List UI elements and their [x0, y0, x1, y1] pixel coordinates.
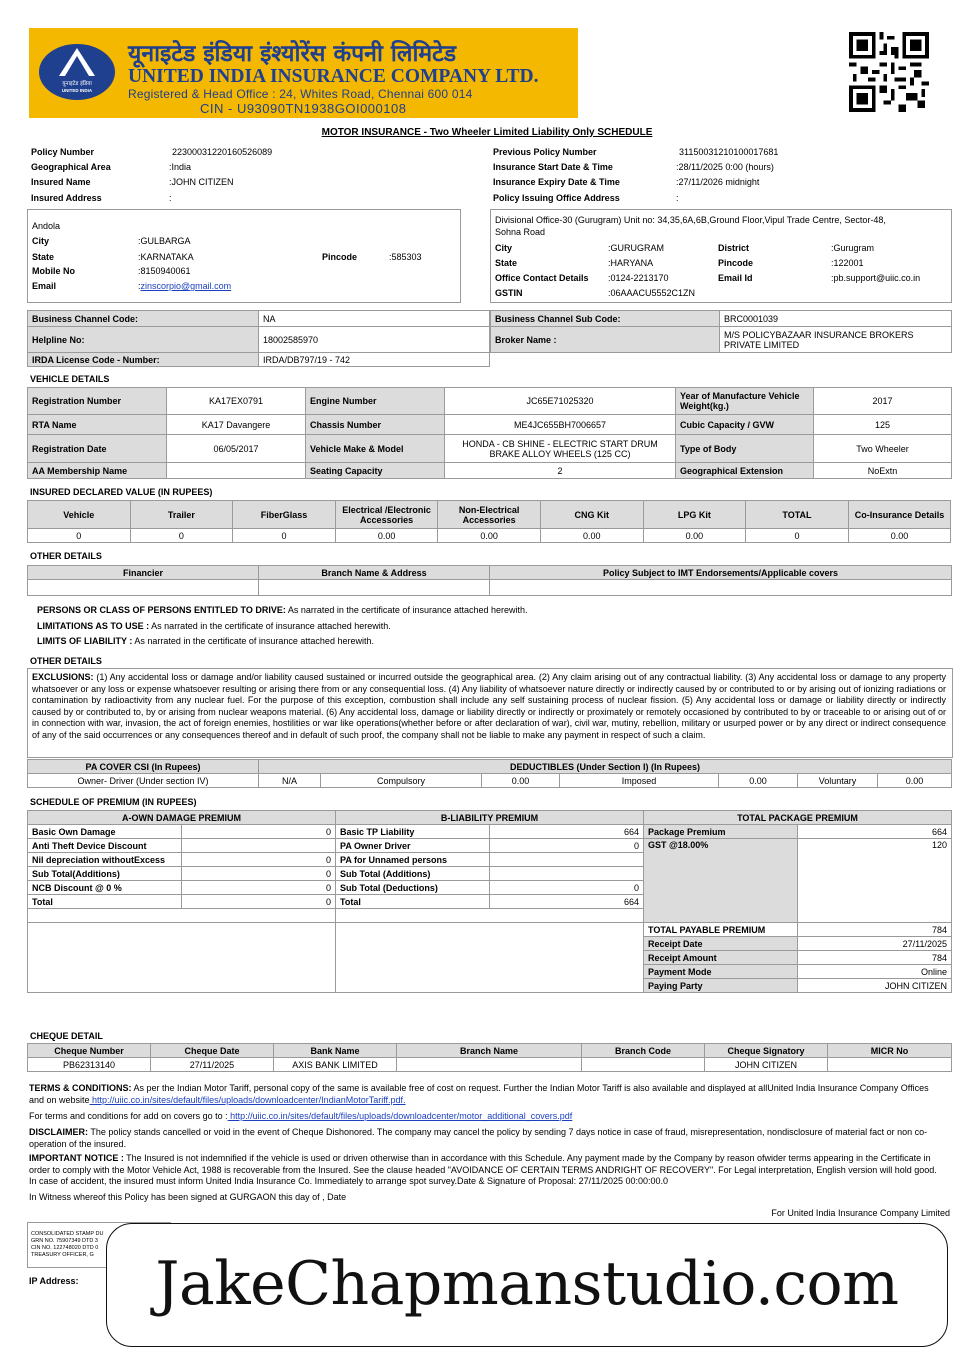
- gst-label: GST @18.00%: [644, 839, 798, 923]
- helpline-label: Helpline No:: [28, 327, 259, 353]
- gst-value: 120: [798, 839, 952, 923]
- persons-entitled: [37, 605, 528, 615]
- paying-party: JOHN CITIZEN: [798, 979, 952, 993]
- company-address: Registered & Head Office : 24, Whites Road, Chennai 600 014: [128, 87, 473, 101]
- important-label: IMPORTANT NOTICE :: [29, 1153, 124, 1163]
- insured-mobile: :8150940061: [138, 266, 191, 276]
- idv-value: 0: [746, 529, 849, 543]
- a-row-label: Basic Own Damage: [28, 825, 182, 839]
- office-contact-label: Office Contact Details: [495, 273, 589, 283]
- cheque-header: Branch Code: [582, 1044, 705, 1058]
- insured-name: :JOHN CITIZEN: [169, 177, 234, 187]
- premium-title: SCHEDULE OF PREMIUM (IN RUPEES): [30, 797, 197, 807]
- expiry-date-label: Insurance Expiry Date & Time: [493, 177, 620, 187]
- start-date-label: Insurance Start Date & Time: [493, 162, 613, 172]
- exclusions: [32, 672, 946, 742]
- insured-name-label: Insured Name: [31, 177, 91, 187]
- insured-pincode-label: Pincode: [322, 252, 358, 262]
- a-row-value: 0: [182, 895, 336, 909]
- persons-text: As narrated in the certificate of insurance attached herewith.: [285, 605, 528, 615]
- idv-header: TOTAL: [746, 501, 849, 529]
- make: HONDA - CB SHINE - ELECTRIC START DRUM BRAKE ALLOY WHEELS (125 CC): [445, 435, 676, 463]
- stamp-line: CONSOLIDATED STAMP DU: [31, 1231, 104, 1237]
- receipt-date-label: Receipt Date: [644, 937, 798, 951]
- idv-header: Vehicle: [28, 501, 131, 529]
- chassis-label: Chassis Number: [306, 415, 445, 435]
- important-text: The Insured is not indemnified if the vehicle is used or driven otherwise than in accordance with this Schedule. Any payment made by the Company by reason ofwider terms appearing in the Certificate in order to comply with the Motor Vehicle Act, 1988 is recoverable from the Insured. See the clause headed "AVOIDANCE OF CERTAIN TERMS ANDRIGHT OF RECOVERY". For Legal interpretation, English version will hold good. In case of accident, the insured must inform United India Insurance Co. Immediately to arrange spot survey.Date & Signature of Proposal: 27/11/2025 00:00:00.0: [29, 1153, 937, 1186]
- irda: IRDA/DB797/19 - 742: [259, 353, 490, 367]
- idv-header: FiberGlass: [233, 501, 336, 529]
- idv-header: Co-Insurance Details: [848, 501, 951, 529]
- deductibles-header: DEDUCTIBLES (Under Section I) (In Rupees): [259, 760, 952, 774]
- insured-address-label: Insured Address: [31, 193, 102, 203]
- make-label: Vehicle Make & Model: [306, 435, 445, 463]
- qr-code: [849, 32, 929, 112]
- limitations-label: LIMITATIONS AS TO USE :: [37, 621, 150, 631]
- logo-text: UNITED INDIA: [61, 88, 93, 93]
- geo-ext-label: Geographical Extension: [676, 463, 814, 479]
- stamp-line: CIN NO. 122748020 DTD 0: [31, 1245, 99, 1251]
- b-row-value: 664: [490, 825, 644, 839]
- broker-label: Broker Name :: [491, 327, 720, 353]
- idv-header: Trailer: [130, 501, 233, 529]
- cheque-title: CHEQUE DETAIL: [30, 1031, 103, 1041]
- geo-ext: NoExtn: [814, 463, 952, 479]
- idv-value: 0: [233, 529, 336, 543]
- total-package-header: TOTAL PACKAGE PREMIUM: [644, 811, 952, 825]
- body-label: Type of Body: [676, 435, 814, 463]
- insured-addr-line1: Andola: [32, 221, 61, 231]
- insured-city-label: City: [32, 236, 50, 246]
- limitations: [37, 621, 391, 631]
- reg-date: 06/05/2017: [167, 435, 306, 463]
- other-title: OTHER DETAILS: [30, 551, 102, 561]
- imt-header: Policy Subject to IMT Endorsements/Applicable covers: [490, 566, 952, 580]
- reg-no-label: Registration Number: [28, 388, 167, 415]
- ip-address-label: IP Address:: [29, 1276, 79, 1286]
- pa-table: [27, 759, 952, 788]
- cheque-header: Branch Name: [397, 1044, 582, 1058]
- cheque-value: AXIS BANK LIMITED: [274, 1058, 397, 1072]
- rta: KA17 Davangere: [167, 415, 306, 435]
- own-damage-header: A-OWN DAMAGE PREMIUM: [28, 811, 336, 825]
- a-row-value: 0: [182, 881, 336, 895]
- cc: 125: [814, 415, 952, 435]
- important-notice: [29, 1153, 945, 1188]
- issuing-office: :: [676, 193, 679, 203]
- office-state-label: State: [495, 258, 518, 268]
- yom-label: Year of Manufacture Vehicle Weight(kg.): [676, 388, 814, 415]
- aa-label: AA Membership Name: [28, 463, 167, 479]
- for-company: For United India Insurance Company Limited: [771, 1208, 950, 1218]
- disclaimer-text: The policy stands cancelled or void in the event of Cheque Dishonored. The company may cancel the policy by sending 7 days notice in case of fraud, misrepresentation, nondisclosure of material fact or non co-operation of the insured.: [29, 1127, 928, 1149]
- insured-email-link[interactable]: zinscorpio@gmail.com: [140, 281, 232, 291]
- idv-value: 0: [28, 529, 131, 543]
- chassis: ME4JC655BH7006657: [445, 415, 676, 435]
- compulsory-label: Compulsory: [321, 774, 482, 788]
- payment-mode: Online: [798, 965, 952, 979]
- financier-header: Financier: [28, 566, 259, 580]
- policy-number: 22300031220160526089: [172, 147, 273, 157]
- idv-value: 0.00: [438, 529, 541, 543]
- vehicle-table: [27, 387, 952, 479]
- office-city-label: City: [495, 243, 513, 253]
- policy-number-label: Policy Number: [31, 147, 95, 157]
- cc-label: Cubic Capacity / GVW: [676, 415, 814, 435]
- idv-value: 0: [130, 529, 233, 543]
- terms-text: As per the Indian Motor Tariff, personal copy of the same is available free of cost on request. Further the Indian Motor Tariff is also available and displayed at allUnited India Insurance Company Offices and on website: [29, 1083, 929, 1105]
- limits: [37, 636, 374, 646]
- other-table: [27, 565, 952, 596]
- insured-state: :KARNATAKA: [138, 252, 194, 262]
- b-row-value: 0: [490, 839, 644, 853]
- b-row-label: PA for Unnamed persons: [336, 853, 490, 867]
- a-row-label: Total: [28, 895, 182, 909]
- insured-pincode: :585303: [389, 252, 422, 262]
- a-row-label: Nil depreciation withoutExcess: [28, 853, 182, 867]
- b-row-value: 664: [490, 895, 644, 909]
- witness: In Witness whereof this Policy has been signed at GURGAON this day of , Date: [29, 1192, 347, 1202]
- cheque-value: [397, 1058, 582, 1072]
- cheque-header: MICR No: [828, 1044, 952, 1058]
- idv-value: 0.00: [335, 529, 438, 543]
- bc-sub-label: Business Channel Sub Code:: [491, 311, 720, 327]
- a-row-value: 0: [182, 825, 336, 839]
- disclaimer: [29, 1127, 945, 1150]
- office-state: :HARYANA: [608, 258, 654, 268]
- start-date: :28/11/2025 0:00 (hours): [676, 162, 774, 172]
- terms-conditions: [29, 1083, 945, 1106]
- terms-label: TERMS & CONDITIONS:: [29, 1083, 132, 1093]
- company-name: UNITED INDIA INSURANCE COMPANY LTD.: [128, 66, 539, 87]
- addon-link[interactable]: http://uiic.co.in/sites/default/files/uploads/downloadcenter/motor_additional_covers.pdf: [227, 1111, 573, 1121]
- stamp-text: [31, 1231, 103, 1259]
- bc-code-label: Business Channel Code:: [28, 311, 259, 327]
- seat: 2: [445, 463, 676, 479]
- package-value: 664: [798, 825, 952, 839]
- persons-label: PERSONS OR CLASS OF PERSONS ENTITLED TO DRIVE:: [37, 605, 286, 615]
- aa: [167, 463, 306, 479]
- company-cin: CIN - U93090TN1938GOI000108: [200, 101, 407, 116]
- cheque-value: JOHN CITIZEN: [705, 1058, 828, 1072]
- watermark-text: JakeChapmanstudio.com: [155, 1249, 899, 1319]
- office-city: :GURUGRAM: [608, 243, 664, 253]
- liability-header: B-LIABILITY PREMIUM: [336, 811, 644, 825]
- prev-policy: 31150031210100017681: [679, 147, 779, 157]
- limits-label: LIMITS OF LIABILITY :: [37, 636, 133, 646]
- exclusions-label: EXCLUSIONS:: [32, 672, 94, 682]
- bc-sub: BRC0001039: [720, 311, 952, 327]
- a-row-label: NCB Discount @ 0 %: [28, 881, 182, 895]
- expiry-date: :27/11/2026 midnight: [676, 177, 760, 187]
- b-row-label: PA Owner Driver: [336, 839, 490, 853]
- issuing-office-label: Policy Issuing Office Address: [493, 193, 620, 203]
- logo-text-hindi: यूनाइटेड इंडिया: [62, 81, 92, 87]
- bc-code: NA: [259, 311, 490, 327]
- payable-label: TOTAL PAYABLE PREMIUM: [644, 923, 798, 937]
- vehicle-title: VEHICLE DETAILS: [30, 374, 110, 384]
- stamp-line: GRN NO. 75907349 DTD 3: [31, 1238, 98, 1244]
- receipt-date: 27/11/2025: [798, 937, 952, 951]
- helpline: 18002585970: [259, 327, 490, 353]
- tariff-link[interactable]: http://uiic.co.in/sites/default/files/uploads/downloadcenter/IndianMotorTariff.pdf.: [89, 1094, 406, 1105]
- office-email-label: Email Id: [718, 273, 753, 283]
- a-row-value: 0: [182, 867, 336, 881]
- office-pincode-label: Pincode: [718, 258, 754, 268]
- insured-email-label: Email: [32, 281, 57, 291]
- engine: JC65E71025320: [445, 388, 676, 415]
- cheque-table: [27, 1043, 952, 1072]
- b-row-label: Sub Total (Deductions): [336, 881, 490, 895]
- other-title-2: OTHER DETAILS: [30, 656, 102, 666]
- office-contact: :0124-2213170: [608, 273, 669, 283]
- exclusions-text: (1) Any accidental loss or damage and/or liability caused sustained or incurred outside the geographical area. (2) Any claim arising out of any contractual liability. (3) Any accidental loss or damage to any property whatsoever or any loss or expense whatsoever resulting or arising there from or any consequential loss. (4) Any liability of whatsoever nature directly or indirectly caused by or contributed to or by arising out of ionizing radiations or contamination by radioactivity from any nuclear fuel. For the purpose of this exception, combustion shall include any self sustaining process of nuclear fission. (5) Any accidental loss or damage or liability directly or indirectly caused by or contributed to, by or arising from nuclear weapons material. (6) Any accidental loss, damage or liability directly or indirectly or proximately or remotely occasioned by contributed to by or traceable to or arising out of or in connection with war, invasion, the act of foreign enemies, hostilities or war like operations(whether before or after declaration of war), civil war, mutiny, rebellion, military or usurped power or by any direct or indirect consequence of any of the said occurrences or any consequences thereof and in default of such proof, the company shall not be liable to make any payment in respect of such a claim.: [32, 672, 946, 740]
- prev-policy-label: Previous Policy Number: [493, 147, 597, 157]
- idv-header: LPG Kit: [643, 501, 746, 529]
- office-email: :pb.support@uiic.co.in: [831, 273, 921, 283]
- reg-date-label: Registration Date: [28, 435, 167, 463]
- yom: 2017: [814, 388, 952, 415]
- reg-no: KA17EX0791: [167, 388, 306, 415]
- office-addr-line1: Divisional Office-30 (Gurugram) Unit no: 34,35,6A,6B,Ground Floor,Vipul Trade Centre, Sector-48,: [495, 215, 886, 225]
- receipt-amount: 784: [798, 951, 952, 965]
- engine-label: Engine Number: [306, 388, 445, 415]
- package-label: Package Premium: [644, 825, 798, 839]
- schedule-title: MOTOR INSURANCE - Two Wheeler Limited Liability Only SCHEDULE: [321, 127, 653, 138]
- office-addr-line2: Sohna Road: [495, 227, 546, 237]
- company-name-hindi: यूनाइटेड इंडिया इंश्योरेंस कंपनी लिमिटेड: [128, 41, 457, 67]
- disclaimer-label: DISCLAIMER:: [29, 1127, 88, 1137]
- cheque-header: Cheque Signatory: [705, 1044, 828, 1058]
- voluntary-value: 0.00: [878, 774, 952, 788]
- insured-email-row: [138, 281, 231, 291]
- broker: M/S POLICYBAZAAR INSURANCE BROKERS PRIVATE LIMITED: [720, 327, 952, 353]
- addon-text: For terms and conditions for add on covers go to :: [29, 1111, 228, 1121]
- insured-email-colon: :: [138, 281, 141, 291]
- imposed-label: Imposed: [560, 774, 719, 788]
- addon-terms: [29, 1111, 945, 1123]
- office-district-label: District: [718, 243, 750, 253]
- office-gstin-label: GSTIN: [495, 288, 523, 298]
- idv-header: Electrical /Electronic Accessories: [335, 501, 438, 529]
- b-row-label: Total: [336, 895, 490, 909]
- paying-party-label: Paying Party: [644, 979, 798, 993]
- b-row-value: [490, 867, 644, 881]
- cheque-value: PB62313140: [28, 1058, 151, 1072]
- office-pincode: :122001: [831, 258, 864, 268]
- owner-driver-value: N/A: [259, 774, 321, 788]
- idv-value: 0.00: [848, 529, 951, 543]
- pa-header: PA COVER CSI (In Rupees): [28, 760, 259, 774]
- b-row-value: [490, 853, 644, 867]
- premium-table: [27, 810, 952, 993]
- receipt-amount-label: Receipt Amount: [644, 951, 798, 965]
- idv-value: 0.00: [540, 529, 643, 543]
- idv-header: CNG Kit: [540, 501, 643, 529]
- insured-address: :: [169, 193, 172, 203]
- limits-text: As narrated in the certificate of insurance attached herewith.: [132, 636, 374, 646]
- irda-label: IRDA License Code - Number:: [28, 353, 259, 367]
- cheque-header: Cheque Date: [151, 1044, 274, 1058]
- company-logo: [37, 42, 117, 102]
- compulsory-value: 0.00: [482, 774, 560, 788]
- cheque-value: [582, 1058, 705, 1072]
- geo-area-label: Geographical Area: [31, 162, 111, 172]
- cheque-header: Bank Name: [274, 1044, 397, 1058]
- b-row-label: Basic TP Liability: [336, 825, 490, 839]
- idv-title: INSURED DECLARED VALUE (IN RUPEES): [30, 487, 213, 497]
- limitations-text: As narrated in the certificate of insurance attached herewith.: [149, 621, 391, 631]
- insured-state-label: State: [32, 252, 55, 262]
- a-row-label: Sub Total(Additions): [28, 867, 182, 881]
- cheque-value: 27/11/2025: [151, 1058, 274, 1072]
- b-row-value: 0: [490, 881, 644, 895]
- idv-value: 0.00: [643, 529, 746, 543]
- branch-header: Branch Name & Address: [259, 566, 490, 580]
- seat-label: Seating Capacity: [306, 463, 445, 479]
- channel-table-right: [490, 310, 952, 353]
- body: Two Wheeler: [814, 435, 952, 463]
- channel-table-left: [27, 310, 490, 367]
- a-row-label: Anti Theft Device Discount: [28, 839, 182, 853]
- insured-mobile-label: Mobile No: [32, 266, 75, 276]
- cheque-header: Cheque Number: [28, 1044, 151, 1058]
- payment-mode-label: Payment Mode: [644, 965, 798, 979]
- cheque-value: [828, 1058, 952, 1072]
- idv-table: [27, 500, 951, 543]
- voluntary-label: Voluntary: [798, 774, 878, 788]
- geo-area: :India: [169, 162, 192, 172]
- idv-header: Non-Electrical Accessories: [438, 501, 541, 529]
- b-row-label: Sub Total (Additions): [336, 867, 490, 881]
- imposed-value: 0.00: [719, 774, 798, 788]
- a-row-value: 0: [182, 853, 336, 867]
- rta-label: RTA Name: [28, 415, 167, 435]
- office-gstin: :06AAACU5552C1ZN: [608, 288, 696, 298]
- insured-city: :GULBARGA: [138, 236, 191, 246]
- a-row-value: [182, 839, 336, 853]
- stamp-line: TREASURY OFFICER, G: [31, 1252, 94, 1258]
- owner-driver: Owner- Driver (Under section IV): [28, 774, 259, 788]
- office-district: :Gurugram: [831, 243, 875, 253]
- payable-value: 784: [798, 923, 952, 937]
